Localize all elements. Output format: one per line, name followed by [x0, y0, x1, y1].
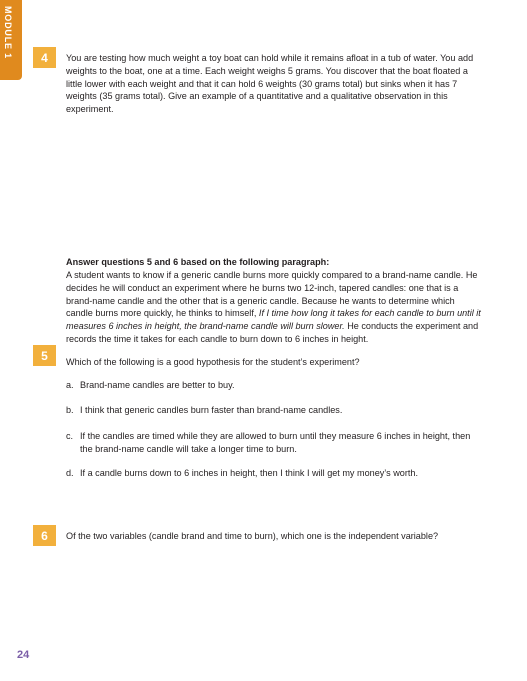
- question-4-number-box: [33, 47, 56, 68]
- option-a-text: Brand-name candles are better to buy.: [80, 380, 235, 390]
- page-number: 24: [17, 649, 30, 661]
- question-6-text: Of the two variables (candle brand and time to burn), which one is the independent variable?: [66, 531, 439, 541]
- option-c-letter: c.: [66, 431, 74, 441]
- option-a: [66, 379, 482, 392]
- passage-text-end: He conducts the experiment and records the time it takes for each candle to burn down to 6 inches in height.: [66, 321, 479, 344]
- passage-text-start: A student wants to know if a generic candle burns more quickly compared to a brand-name candle. He decides he will conduct an experiment where he burns two 12-inch, tapered candles: one that is a brand-name candle and the other that is a generic candle. Because he wants to determine which candle burns more quickly, he thinks to himself,: [66, 270, 478, 319]
- module-tab: [0, 0, 22, 80]
- question-4-text: You are testing how much weight a toy boat can hold while it remains afloat in a tub of water. You add weights to the boat, one at a time. Each weight weighs 5 grams. You discover that the boat floated a little lower with each weight and that it can hold 6 weights (30 grams total) but sinks when it has 7 weights (35 grams total). Give an example of a quantitative and a qualitative observation in this experiment.: [66, 53, 474, 115]
- question-6-number: 6: [41, 528, 48, 543]
- option-d-letter: d.: [66, 468, 74, 478]
- option-a-letter: a.: [66, 380, 74, 390]
- option-b: [66, 404, 482, 417]
- passage-heading: Answer questions 5 and 6 based on the following paragraph:: [66, 257, 330, 267]
- passage-hypothesis-italic: If I time how long it takes for each candle to burn until it measures 6 inches in height, the brand-name candle will burn slower.: [66, 308, 481, 332]
- module-tab-label: MODULE 1: [3, 6, 13, 59]
- option-b-letter: b.: [66, 405, 74, 415]
- question-4-number: 4: [41, 50, 48, 65]
- option-c: [66, 430, 482, 456]
- question-5-text: Which of the following is a good hypothesis for the student’s experiment?: [66, 357, 360, 367]
- question-5-number: 5: [41, 348, 48, 363]
- option-c-text: If the candles are timed while they are allowed to burn until they measure 6 inches in height, then the brand-name candle will take a longer time to burn.: [80, 431, 471, 454]
- passage-paragraph: [66, 269, 482, 346]
- question-5-number-box: [33, 345, 56, 366]
- option-d: [66, 467, 482, 480]
- option-b-text: I think that generic candles burn faster than brand-name candles.: [80, 405, 343, 415]
- question-6-number-box: [33, 525, 56, 546]
- option-d-text: If a candle burns down to 6 inches in height, then I think I will get my money’s worth.: [80, 468, 418, 478]
